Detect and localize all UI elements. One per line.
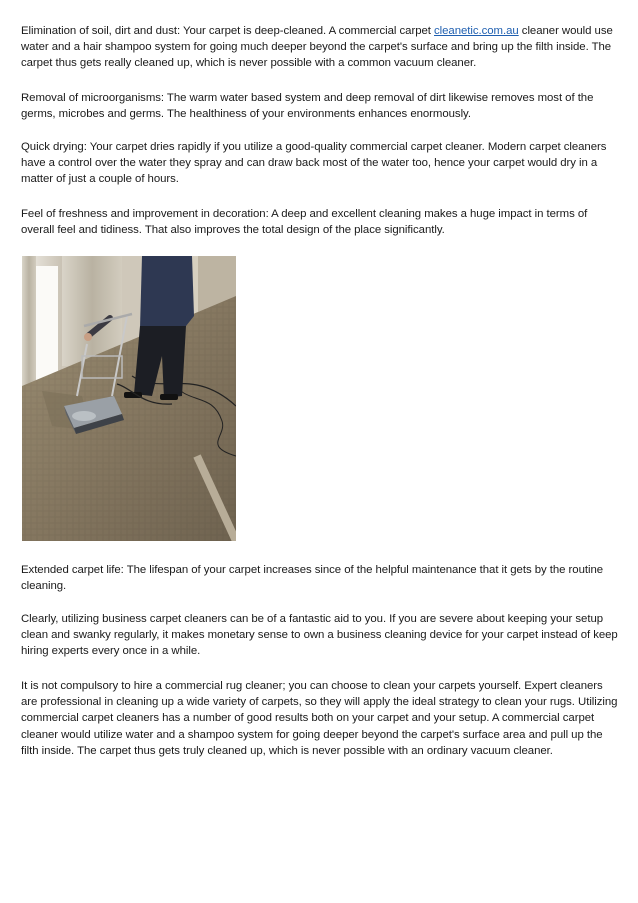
- paragraph-not-compulsory: It is not compulsory to hire a commercial rug cleaner; you can choose to clean your carpets yourself. Expert cleaners are professional in cleaning up a wide variety of carpets, so they will apply the ideal strategy to clean your rugs. Utilizing commercial carpet cleaners has a number of good results both on your carpet and your setup. A commercial carpet cleaner would utilize water and a shampoo system for going deeper beyond the carpet's surface area and pull up the filth inside. The carpet thus gets truly cleaned up, which is never possible with an ordinary vacuum cleaner.: [21, 680, 618, 757]
- paragraph-text: Elimination of soil, dirt and dust: Your carpet is deep-cleaned. A commercial carpet: [21, 25, 434, 37]
- paragraph-soil-removal: [21, 23, 621, 72]
- carpet-cleaning-photo: [22, 256, 236, 541]
- paragraph-freshness: Feel of freshness and improvement in decoration: A deep and excellent cleaning makes a huge impact in terms of overall feel and tidiness. That also improves the total design of the place significantly.: [21, 208, 588, 237]
- cleanetic-link[interactable]: cleanetic.com.au: [434, 25, 519, 37]
- paragraph-business-cleaners: Clearly, utilizing business carpet cleaners can be of a fantastic aid to you. If you are severe about keeping your setup clean and swanky regularly, it makes monetary sense to own a business cleaning device for your carpet instead of keep hiring experts every once in a while.: [21, 613, 618, 658]
- paragraph-carpet-life: Extended carpet life: The lifespan of your carpet increases since of the helpful maintenance that it gets by the routine cleaning.: [21, 564, 604, 593]
- paragraph-quick-drying: Quick drying: Your carpet dries rapidly if you utilize a good-quality commercial carpet cleaner. Modern carpet cleaners have a control over the water they spray and can draw back most of the water too, hence your carpet would dry in a matter of just a couple of hours.: [21, 141, 607, 186]
- paragraph-microorganisms: Removal of microorganisms: The warm water based system and deep removal of dirt likewise removes most of the germs, microbes and germs. The healthiness of your environments enhances enormously.: [21, 92, 594, 121]
- paragraph-text: cleaner would use water and a hair shampoo system for going much deeper beyond the carpet's surface and bring up the filth inside. The carpet thus gets really cleaned up, which is never possible with a common vacuum cleaner.: [21, 25, 613, 70]
- carpet-cleaning-illustration: [22, 256, 236, 541]
